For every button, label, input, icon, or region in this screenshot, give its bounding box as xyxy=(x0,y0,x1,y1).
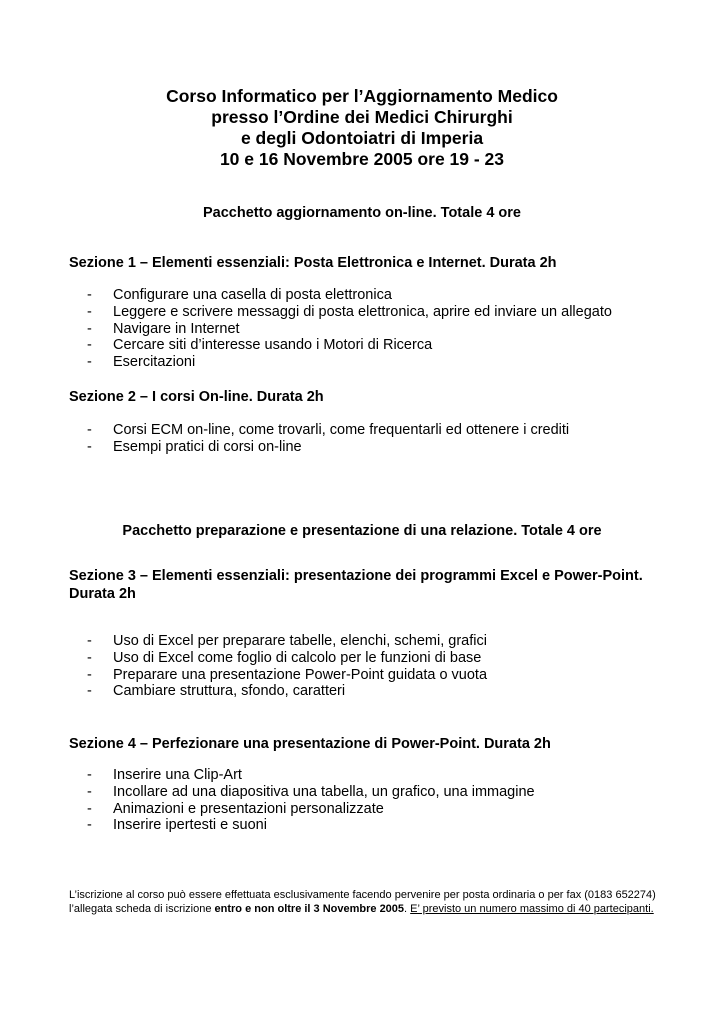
section-3-heading-line-2: Durata 2h xyxy=(69,586,136,602)
registration-note-prefix: l’allegata scheda di iscrizione xyxy=(69,903,215,915)
bullet-dash: - xyxy=(87,438,92,455)
section-4-heading: Sezione 4 – Perfezionare una presentazione di Power-Point. Durata 2h xyxy=(69,736,551,752)
bullet-dash: - xyxy=(87,287,92,303)
bullet-dash: - xyxy=(87,800,92,817)
bullet-dash: - xyxy=(87,303,92,320)
list-item: - Esempi pratici di corsi on-line xyxy=(87,438,302,455)
bullet-dash: - xyxy=(87,633,92,649)
max-participants-note: E’ previsto un numero massimo di 40 partecipanti. xyxy=(410,903,654,915)
section-1-heading: Sezione 1 – Elementi essenziali: Posta Elettronica e Internet. Durata 2h xyxy=(69,255,557,271)
bullet-dash: - xyxy=(87,422,92,438)
section-3-list xyxy=(87,633,687,700)
section-4-list xyxy=(87,767,687,834)
registration-note-dot: . xyxy=(404,903,411,915)
bullet-dash: - xyxy=(87,337,92,354)
registration-deadline: entro e non oltre il 3 Novembre 2005 xyxy=(214,903,405,915)
section-2-list xyxy=(87,422,687,456)
title-line-2: presso l’Ordine dei Medici Chirurghi xyxy=(211,107,513,127)
list-item: - Esercitazioni xyxy=(87,354,196,371)
registration-note-line-2 xyxy=(69,902,669,916)
bullet-dash: - xyxy=(87,666,92,683)
list-item: - Cercare siti d’interesse usando i Motori di Ricerca xyxy=(87,337,433,354)
list-item: - Leggere e scrivere messaggi di posta elettronica, aprire ed inviare un allegato xyxy=(87,303,612,320)
list-item: - Uso di Excel per preparare tabelle, elenchi, schemi, grafici xyxy=(87,633,487,649)
section-3-heading-line-1: Sezione 3 – Elementi essenziali: presentazione dei programmi Excel e Power-Point. xyxy=(69,568,643,584)
title-line-4-dates: 10 e 16 Novembre 2005 ore 19 - 23 xyxy=(219,149,505,169)
list-item: - Cambiare struttura, sfondo, caratteri xyxy=(87,683,346,700)
list-item: - Navigare in Internet xyxy=(87,320,240,337)
list-item: - Incollare ad una diapositiva una tabella, un grafico, una immagine xyxy=(87,783,535,800)
title-line-3: e degli Odontoiatri di Imperia xyxy=(240,128,484,148)
list-item: - Animazioni e presentazioni personalizzate xyxy=(87,800,384,817)
registration-note-line-1: L’iscrizione al corso può essere effettuata esclusivamente facendo pervenire per posta ordinaria o per fax (0183 652274) xyxy=(69,889,656,901)
title-line-1: Corso Informatico per l’Aggiornamento Medico xyxy=(166,86,558,106)
bullet-dash: - xyxy=(87,320,92,337)
section-3-heading xyxy=(69,567,669,603)
list-item: - Corsi ECM on-line, come trovarli, come frequentarli ed ottenere i crediti xyxy=(87,422,570,438)
package-1-heading: Pacchetto aggiornamento on-line. Totale 4 ore xyxy=(203,205,521,221)
package-2-heading: Pacchetto preparazione e presentazione di una relazione. Totale 4 ore xyxy=(122,523,602,539)
list-item: - Inserire una Clip-Art xyxy=(87,767,242,783)
list-item: - Configurare una casella di posta elettronica xyxy=(87,287,392,303)
list-item: - Uso di Excel come foglio di calcolo per le funzioni di base xyxy=(87,649,482,666)
document-title xyxy=(0,86,724,170)
bullet-dash: - xyxy=(87,817,92,834)
bullet-dash: - xyxy=(87,683,92,700)
list-item: - Inserire ipertesti e suoni xyxy=(87,817,267,834)
section-1-list xyxy=(87,287,687,371)
bullet-dash: - xyxy=(87,649,92,666)
section-2-heading: Sezione 2 – I corsi On-line. Durata 2h xyxy=(69,389,324,405)
bullet-dash: - xyxy=(87,767,92,783)
list-item: - Preparare una presentazione Power-Point guidata o vuota xyxy=(87,666,488,683)
registration-note xyxy=(69,888,669,916)
bullet-dash: - xyxy=(87,783,92,800)
bullet-dash: - xyxy=(87,354,92,371)
